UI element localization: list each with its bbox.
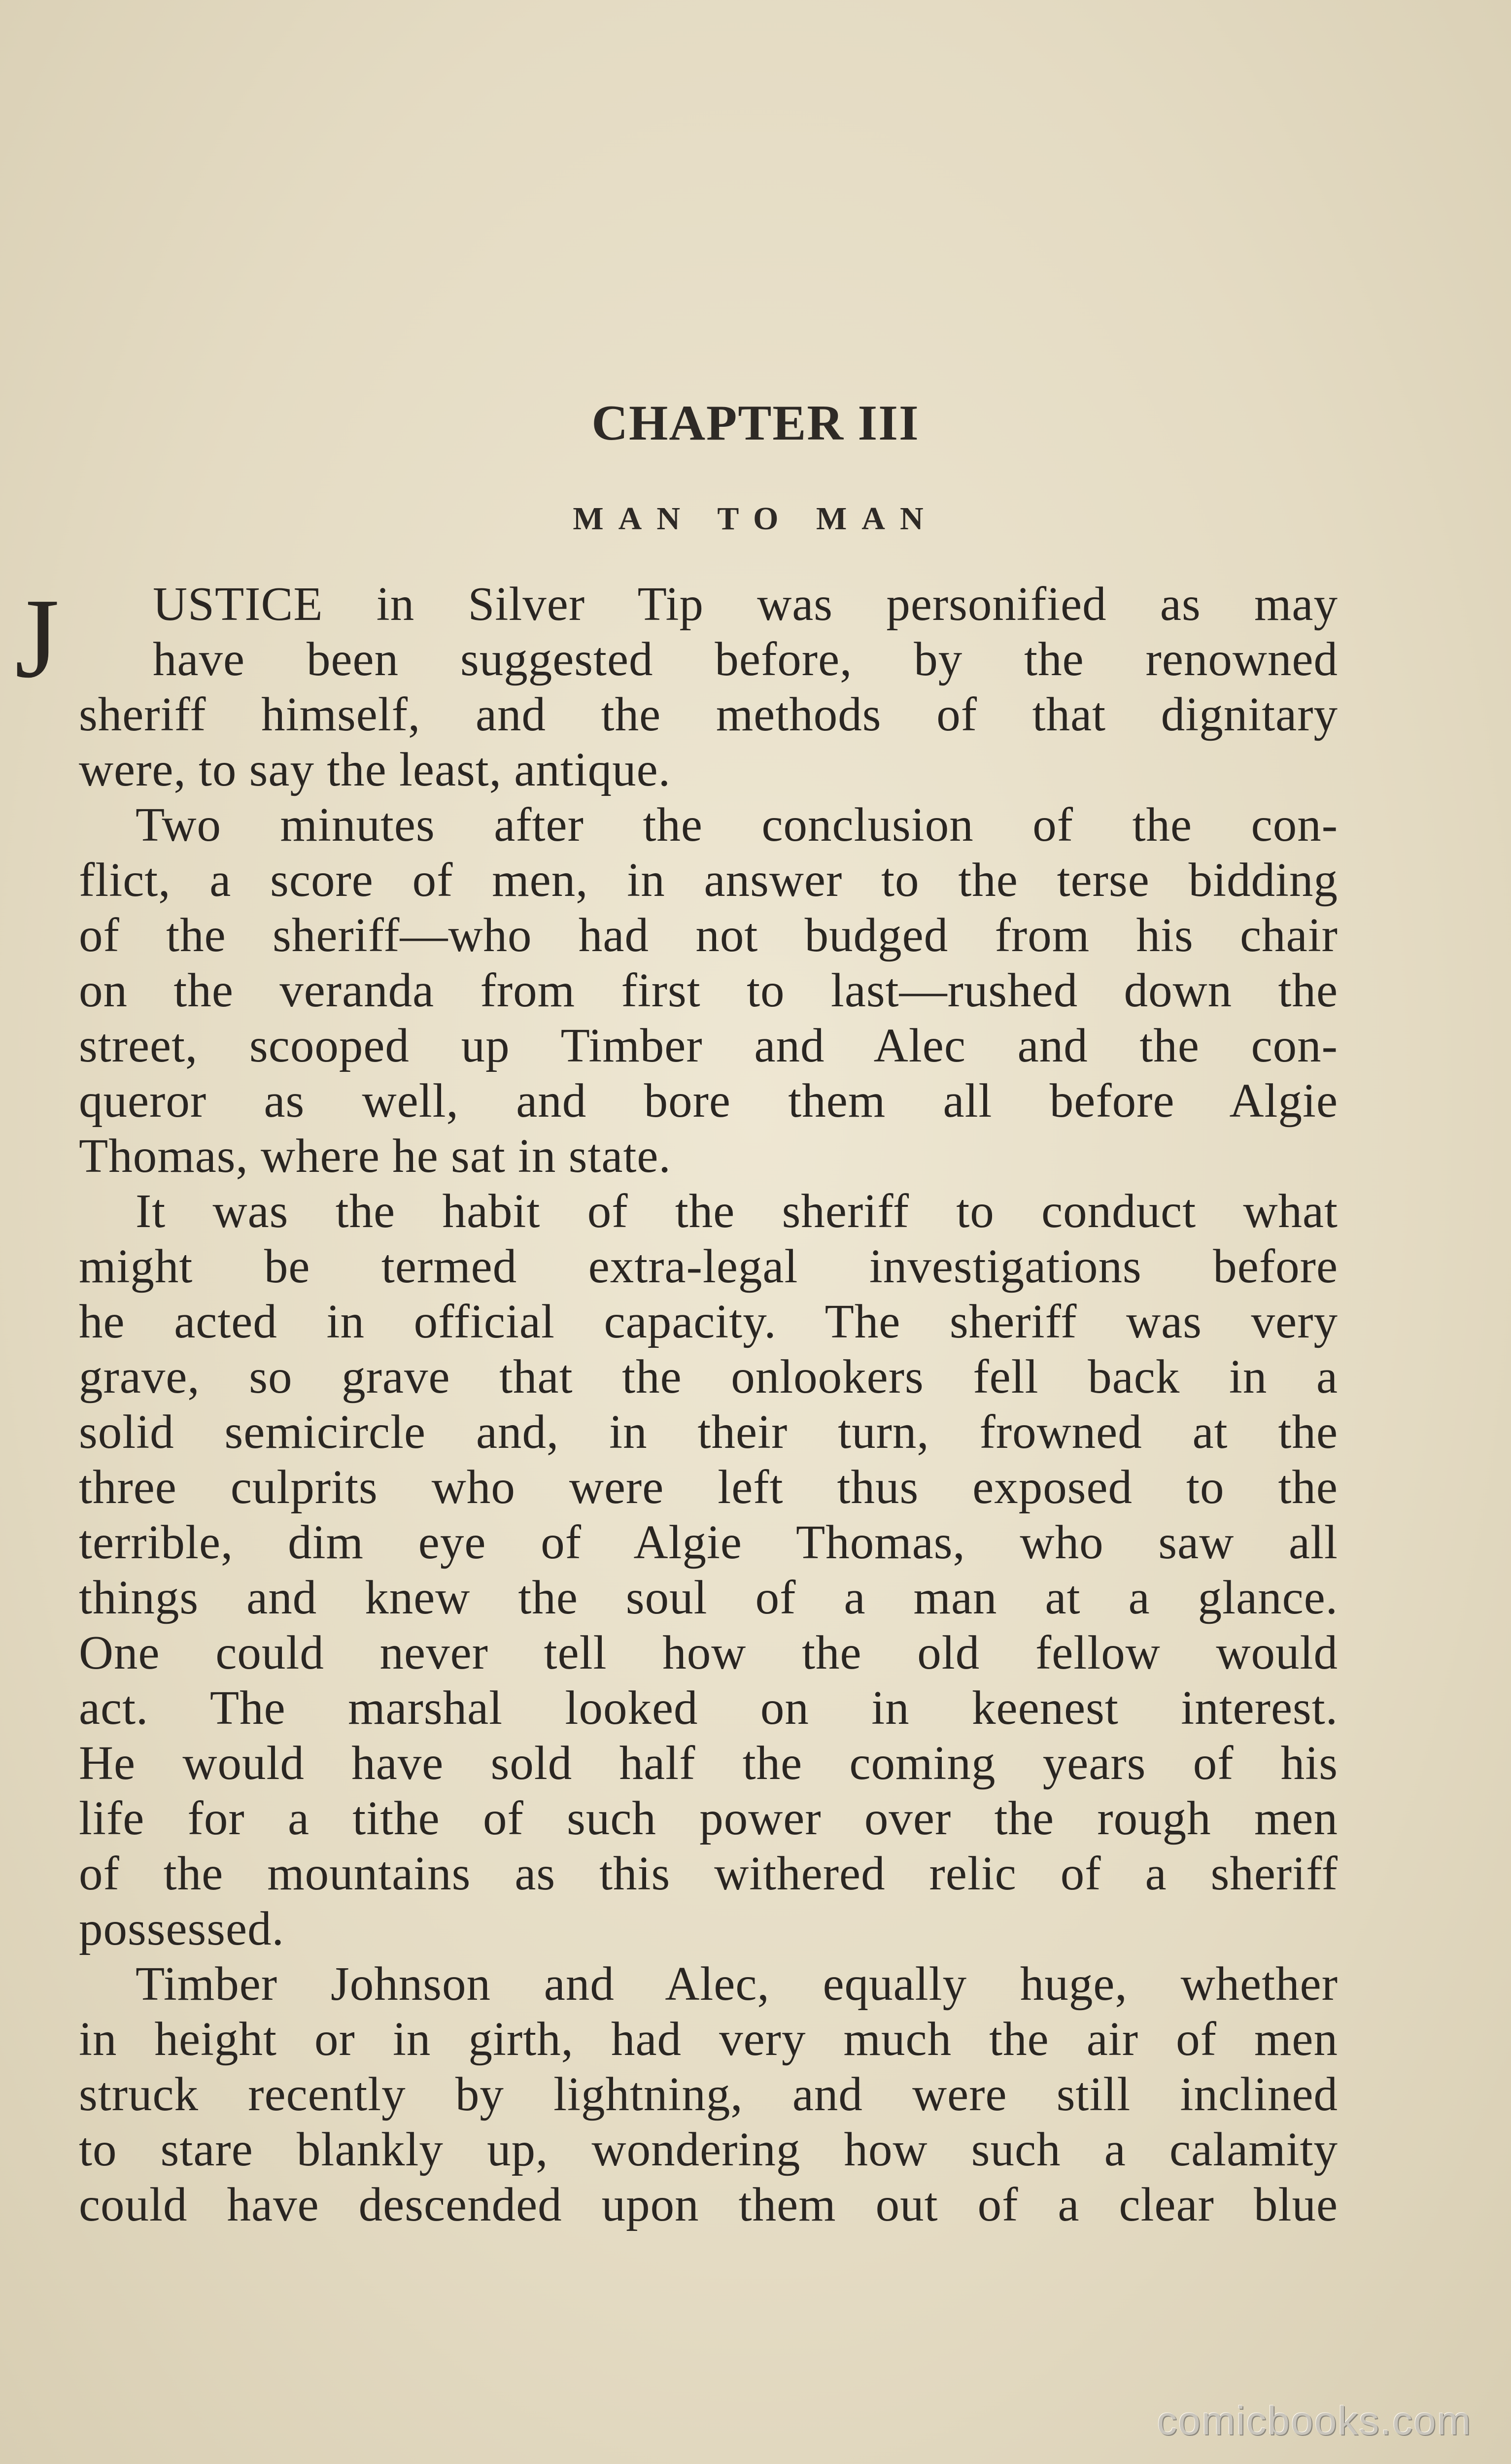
- text-line: on the veranda from first to last—rushed down the: [79, 964, 1338, 1017]
- text-line: were, to say the least, antique.: [79, 743, 671, 796]
- text-line: could have descended upon them out of a clear blue: [79, 2178, 1338, 2231]
- text-line: he acted in official capacity. The sheriff was very: [79, 1295, 1338, 1348]
- text-line: to stare blankly up, wondering how such a calamity: [79, 2123, 1338, 2176]
- text-line: sheriff himself, and the methods of that dignitary: [79, 688, 1338, 741]
- text-line: queror as well, and bore them all before Algie: [79, 1074, 1338, 1127]
- text-line: He would have sold half the coming years of his: [79, 1737, 1338, 1789]
- text-line: in height or in girth, had very much the air of men: [79, 2013, 1338, 2065]
- text-line: of the sheriff—who had not budged from his chair: [79, 909, 1338, 961]
- text-line: act. The marshal looked on in keenest interest.: [79, 1681, 1338, 1734]
- chapter-title: CHAPTER III: [591, 395, 920, 451]
- text-line: solid semicircle and, in their turn, frowned at the: [79, 1405, 1338, 1458]
- text-line: Two minutes after the conclusion of the con-: [136, 798, 1338, 851]
- text-line: things and knew the soul of a man at a glance.: [79, 1571, 1338, 1624]
- text-line: possessed.: [79, 1902, 284, 1955]
- text-line: life for a tithe of such power over the rough men: [79, 1792, 1338, 1845]
- text-line: USTICE in Silver Tip was personified as may: [153, 578, 1338, 630]
- text-line: flict, a score of men, in answer to the terse bidding: [79, 854, 1338, 906]
- chapter-subtitle: MAN TO MAN: [573, 501, 938, 537]
- text-line: might be termed extra-legal investigations before: [79, 1240, 1338, 1293]
- text-line: street, scooped up Timber and Alec and the con-: [79, 1019, 1338, 1072]
- text-line: Timber Johnson and Alec, equally huge, whether: [136, 1957, 1338, 2010]
- text-line: Thomas, where he sat in state.: [79, 1129, 671, 1182]
- text-line: have been suggested before, by the renowned: [153, 633, 1338, 685]
- text-line: It was the habit of the sheriff to conduct what: [136, 1185, 1338, 1237]
- text-line: terrible, dim eye of Algie Thomas, who saw all: [79, 1516, 1338, 1569]
- text-line: three culprits who were left thus exposed to the: [79, 1461, 1338, 1513]
- text-line: of the mountains as this withered relic of a sheriff: [79, 1847, 1338, 1900]
- watermark: comicbooks.com: [1157, 2398, 1472, 2443]
- text-line: grave, so grave that the onlookers fell back in a: [79, 1350, 1338, 1403]
- text-line: One could never tell how the old fellow would: [79, 1626, 1338, 1679]
- drop-cap: J: [15, 575, 60, 702]
- text-line: struck recently by lightning, and were still inclined: [79, 2068, 1338, 2121]
